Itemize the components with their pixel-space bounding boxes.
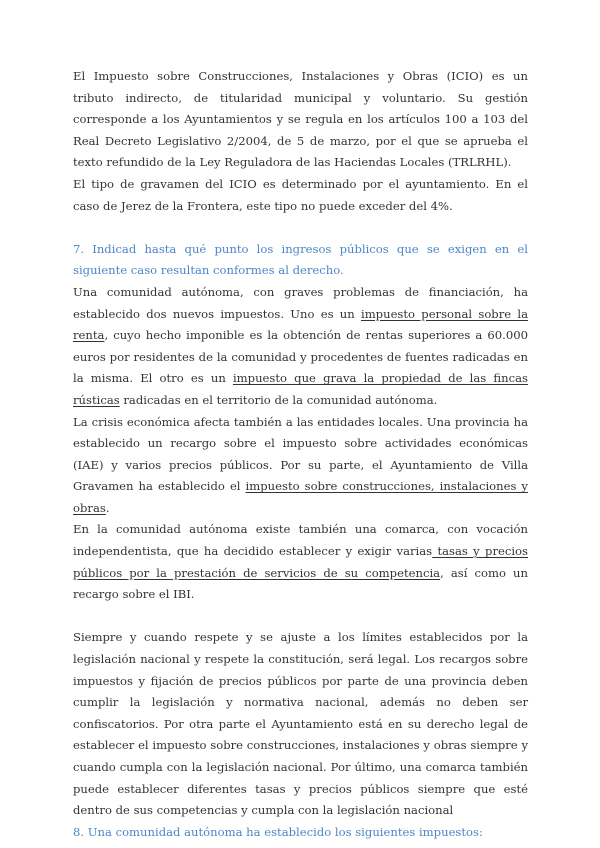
case-paragraph-2 [73, 412, 528, 520]
document-page [73, 66, 528, 843]
question-7-heading: 7. Indicad hasta qué punto los ingresos públicos que se exigen en el siguiente caso resultan conformes al derecho. [73, 241, 528, 278]
case1-text-a: Una comunidad autónoma, con graves problemas de financiación, ha establecido dos nuevos impuestos. Uno es un [73, 284, 528, 321]
case2-text-b: . [105, 500, 110, 515]
case-paragraph-3 [73, 519, 528, 605]
case2-underline-1: impuesto sobre construcciones, instalaciones y obras [73, 479, 528, 515]
spacer [73, 217, 528, 239]
case-paragraph-1 [73, 282, 528, 412]
case1-text-b: , cuyo hecho imponible es la obtención de rentas superiores a 60.000 euros por residentes de la comunidad y procedentes de fuentes radicadas en la misma. El otro es un [73, 328, 528, 386]
answer-paragraph: Siempre y cuando respete y se ajuste a los límites establecidos por la legislación nacional y respete la constitución, será legal. Los recargos sobre impuestos y fijación de precios públicos por parte de una provincia deben cumplir la legislación y normativa nacional, además no deben ser confiscatorios. Por otra parte el Ayuntamiento está en su derecho legal de establecer el impuesto sobre construcciones, instalaciones y obras siempre y cuando cumpla con la legislación nacional. Por último, una comarca también puede establecer diferentes tasas y precios públicos siempre que esté dentro de sus competencias y cumpla con la legislación nacional [73, 630, 528, 818]
case2-text-a: La crisis económica afecta también a las entidades locales. Una provincia ha establecido un recargo sobre el impuesto sobre actividades económicas (IAE) y varios precios públicos. Por su parte, el Ayuntamiento de Villa Gravamen ha establecido el [73, 414, 528, 494]
case3-text-a: En la comunidad autónoma existe también una comarca, con vocación independentista, que ha decidido establecer y exigir varias [73, 522, 528, 559]
intro-paragraph: El Impuesto sobre Construcciones, Instalaciones y Obras (ICIO) es un tributo indirecto, de titularidad municipal y voluntario. Su gestión corresponde a los Ayuntamientos y se regula en los artículos 100 a 103 del Real Decreto Legislativo 2/2004, de 5 de marzo, por el que se aprueba el texto refundido de la Ley Reguladora de las Haciendas Locales (TRLRHL). [73, 69, 528, 170]
case3-underline-1: tasas y precios públicos por la prestación de servicios de su competencia [73, 544, 528, 580]
case1-text-c: radicadas en el territorio de la comunidad autónoma. [119, 392, 438, 407]
case3-text-b: , así como un recargo sobre el IBI. [73, 565, 528, 602]
question-8-heading: 8. Una comunidad autónoma ha establecido los siguientes impuestos: [73, 824, 483, 839]
spacer [73, 606, 528, 628]
rate-paragraph: El tipo de gravamen del ICIO es determinado por el ayuntamiento. En el caso de Jerez de la Frontera, este tipo no puede exceder del 4%. [73, 176, 528, 213]
case1-underline-1: impuesto personal sobre la renta [73, 306, 528, 343]
case1-underline-2: impuesto que grava la propiedad de las fincas rústicas [73, 371, 528, 407]
